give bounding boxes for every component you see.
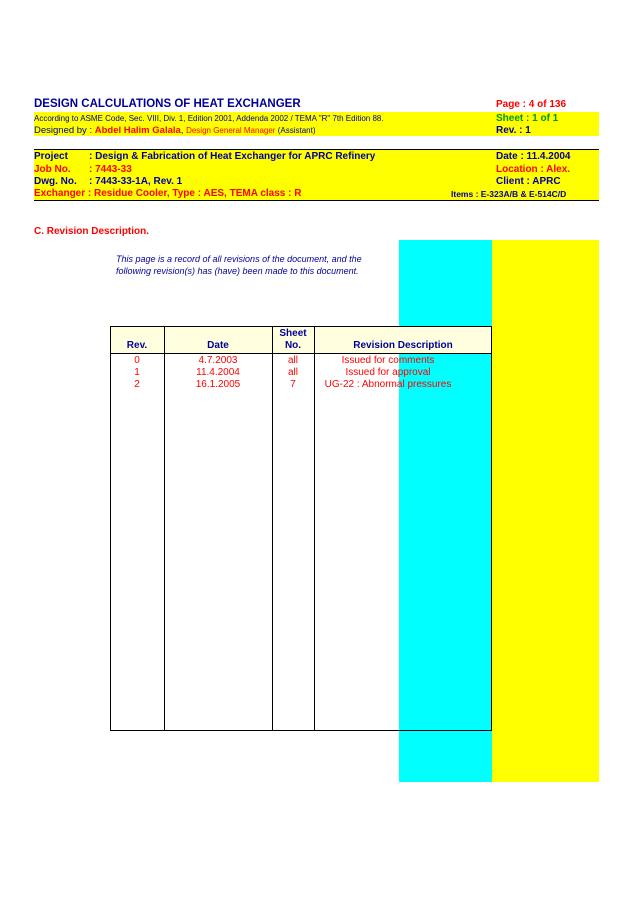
designed-by-label: Designed by : [34,125,95,136]
code-reference: According to ASME Code, Sec. VIII, Div. 1, Edition 2001, Addenda 2002 / TEMA "R" 7th Edition 88. [34,114,384,123]
document-title: DESIGN CALCULATIONS OF HEAT EXCHANGER [34,98,301,110]
row-0-date: 4.7.2003 [198,355,238,366]
header-date: Date [207,340,229,351]
project-items: Items : E-323A/B & E-514C/D [451,189,567,199]
row-1-rev: 1 [134,367,140,378]
sheet-number: Sheet : 1 of 1 [496,113,559,124]
page-number: Page : 4 of 136 [496,99,567,110]
intro-line-1: This page is a record of all revisions of the document, and the [116,254,362,264]
designed-by [34,125,315,136]
section-title: C. Revision Description. [34,226,150,237]
designer-role: Design General Manager [186,126,276,135]
project-client: Client : APRC [496,176,561,187]
project-band-top-rule [34,149,599,150]
project-label: Project [34,151,68,162]
yellow-column [492,240,599,782]
designer-sep: , [180,125,187,136]
header-sheet-line2: No. [284,340,302,351]
exchanger-description: Exchanger : Residue Cooler, Type : AES, TEMA class : R [34,188,302,199]
row-0-description: Issued for comments [341,355,435,366]
job-label: Job No. [34,164,71,175]
project-date: Date : 11.4.2004 [496,151,571,162]
header-description: Revision Description [353,340,453,351]
row-2-sheet: 7 [290,379,296,390]
row-2-description: UG-22 : Abnormal pressures [324,379,452,390]
project-location: Location : Alex. [496,164,571,175]
header-rev: Rev. [126,340,148,351]
job-value: : 7443-33 [89,164,132,175]
dwg-value: : 7443-33-1A, Rev. 1 [89,176,183,187]
table-header-rule [110,353,492,354]
row-0-rev: 0 [134,355,140,366]
dwg-label: Dwg. No. [34,176,77,187]
row-2-date: 16.1.2005 [195,379,241,390]
project-value: : Design & Fabrication of Heat Exchanger for APRC Refinery [89,151,376,162]
row-0-sheet: all [287,355,298,366]
designer-role-suffix: (Assistant) [275,126,316,135]
designer-name: Abdel Halim Galala [94,125,181,136]
row-2-rev: 2 [134,379,140,390]
row-1-description: Issued for approval [345,367,431,378]
intro-line-2: following revision(s) has (have) been made to this document. [116,266,359,276]
revision-number: Rev. : 1 [496,125,531,136]
header-sheet-line1: Sheet [279,328,307,339]
row-1-date: 11.4.2004 [196,367,240,378]
row-1-sheet: all [287,367,298,378]
project-band-bottom-rule [34,200,599,201]
